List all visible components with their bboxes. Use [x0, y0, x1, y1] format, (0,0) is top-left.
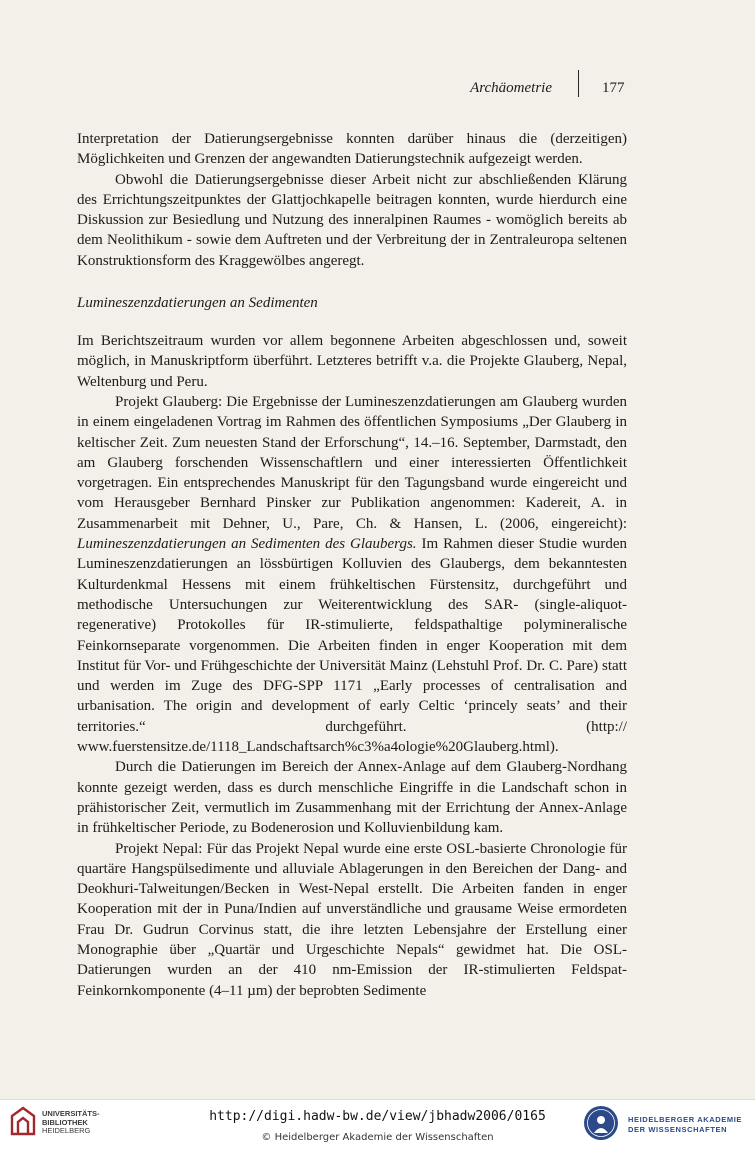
glauberg-publication-title: Lumineszenzdatierungen an Sedimenten des Glaubergs. — [77, 536, 417, 553]
paragraph-continuation: Interpretation der Datierungsergebnisse konnten darüber hinaus die (derzeitigen) Möglichkeiten und Grenzen der angewandten Datierungstechnik aufgezeigt werden. — [77, 131, 627, 168]
glauberg-text-a: Projekt Glauberg: Die Ergebnisse der Lumineszenzdatierungen am Glauberg wurden in einem eingeladenen Vortrag im Rahmen des öffentlichen Symposiums „Der Glauberg in keltischer Zeit. Zum neuesten Stand der Erforschung“, 14.–16. September, Darmstadt, den am Glauberg forschenden Wissenschaftlern und einer interessierten Öffentlichkeit vorgetragen. Ein entsprechendes Manuskript für den Tagungsband wurde eingereicht und vom Herausgeber Bernhard Pinsker zur Publikation angenommen: Kadereit, A. in Zusammenarbeit mit Dehner, U., Pare, Ch. & Hansen, L. (2006, eingereicht): — [77, 393, 627, 532]
academy-name-line: HEIDELBERGER AKADEMIE — [628, 1115, 742, 1124]
paragraph-glattjoch: Obwohl die Datierungsergebnisse dieser Arbeit nicht zur abschließenden Klärung des Errichtungszeitpunktes der Glattjochkapelle beitragen konnten, wurde hierdurch eine Diskussion zur Besiedlung und Nutzung des inneralpinen Raumes - womöglich bereits ab dem Neolithikum - sowie dem Auftreten und der Verbreitung der in Zentraleuropa seltenen Konstruktionsform des Kraggewölbes angeregt. — [77, 171, 627, 269]
library-name-line: UNIVERSITÄTS- — [42, 1109, 100, 1118]
academy-seal-icon — [582, 1104, 620, 1142]
academy-name-line: DER WISSENSCHAFTEN — [628, 1125, 728, 1134]
page-number: 177 — [602, 80, 625, 96]
copyright-notice: © Heidelberger Akademie der Wissenschaften — [261, 1132, 494, 1143]
section-heading: Lumineszenzdatierungen an Sedimenten — [77, 295, 318, 312]
body-text — [77, 129, 627, 1001]
running-head: Archäometrie — [470, 80, 552, 96]
library-name-line: HEIDELBERG — [42, 1126, 91, 1136]
paragraph-annex: Durch die Datierungen im Bereich der Annex-Anlage auf dem Glauberg-Nordhang konnte gezeigt werden, dass es durch menschliche Eingriffe in die Landschaft schon in prähistorischer Zeit, vermutlich im Zusammenhang mit der Errichtung der Annex-Anlage in frühkeltischer Periode, zu Bodenerosion und Kolluvienbildung kam. — [77, 759, 627, 837]
paragraph-nepal: Projekt Nepal: Für das Projekt Nepal wurde eine erste OSL-basierte Chronologie für quartäre Hangspülsedimente und alluviale Ablagerungen in den Bereichen der Dang- and Deokhuri-Talweitungen/Becken in West-Nepal erstellt. Die Arbeiten fanden in enger Kooperation mit der in Puna/Indien auf unverständliche und grausame Weise ermordeten Frau Dr. Gudrun Corvinus statt, die ihre letzten Lebensjahre der Erstellung einer Monographie über „Quartär und Urgeschichte Nepals“ gewidmet hat. Die OSL-Datierungen wurden an der 410 nm-Emission der IR-stimulierten Feldspat-Feinkornkomponente (4–11 µm) der beprobten Sedimente — [77, 840, 627, 999]
paragraph-overview: Im Berichtszeitraum wurden vor allem begonnene Arbeiten abgeschlossen und, soweit möglich, in Manuskriptform überführt. Letzteres betrifft v.a. die Projekte Glauberg, Nepal, Weltenburg und Peru. — [77, 333, 627, 390]
header-divider — [578, 70, 579, 97]
footer-bar — [0, 1099, 755, 1152]
academy-name — [628, 1115, 742, 1135]
source-url-link[interactable]: http://digi.hadw-bw.de/view/jbhadw2006/0165 — [209, 1109, 546, 1124]
paragraph-glauberg — [77, 392, 627, 757]
page-header — [0, 78, 755, 102]
library-name-line: BIBLIOTHEK — [42, 1117, 88, 1127]
glauberg-text-b: Im Rahmen dieser Studie wurden Lumineszenzdatierungen an lössbürtigen Kolluvien des Glaubergs, dem bekanntesten Kulturdenkmal Hessens mit einem frühkeltischen Fürstensitz, durchgeführt und methodische Untersuchungen zur Weiterentwicklung des SAR- (single-aliquot-regenerative) Protokolles für IR-stimulierte, feldspathaltige polymineralische Feinkornseparate vorgenommen. Die Arbeiten finden in enger Kooperation mit dem Institut für Vor- und Frühgeschichte der Universität Mainz (Lehstuhl Prof. Dr. C. Pare) statt und werden im Zuge des DFG-SPP 1171 „Early processes of centralisation and urbanisation. The origin and development of early Celtic ‘princely seats’ and their territories.“ durchgeführt. (http:// www.fuerstensitze.de/1118_Landschaftsarch%c3%a4ologie%20Glauberg.html). — [77, 536, 627, 756]
